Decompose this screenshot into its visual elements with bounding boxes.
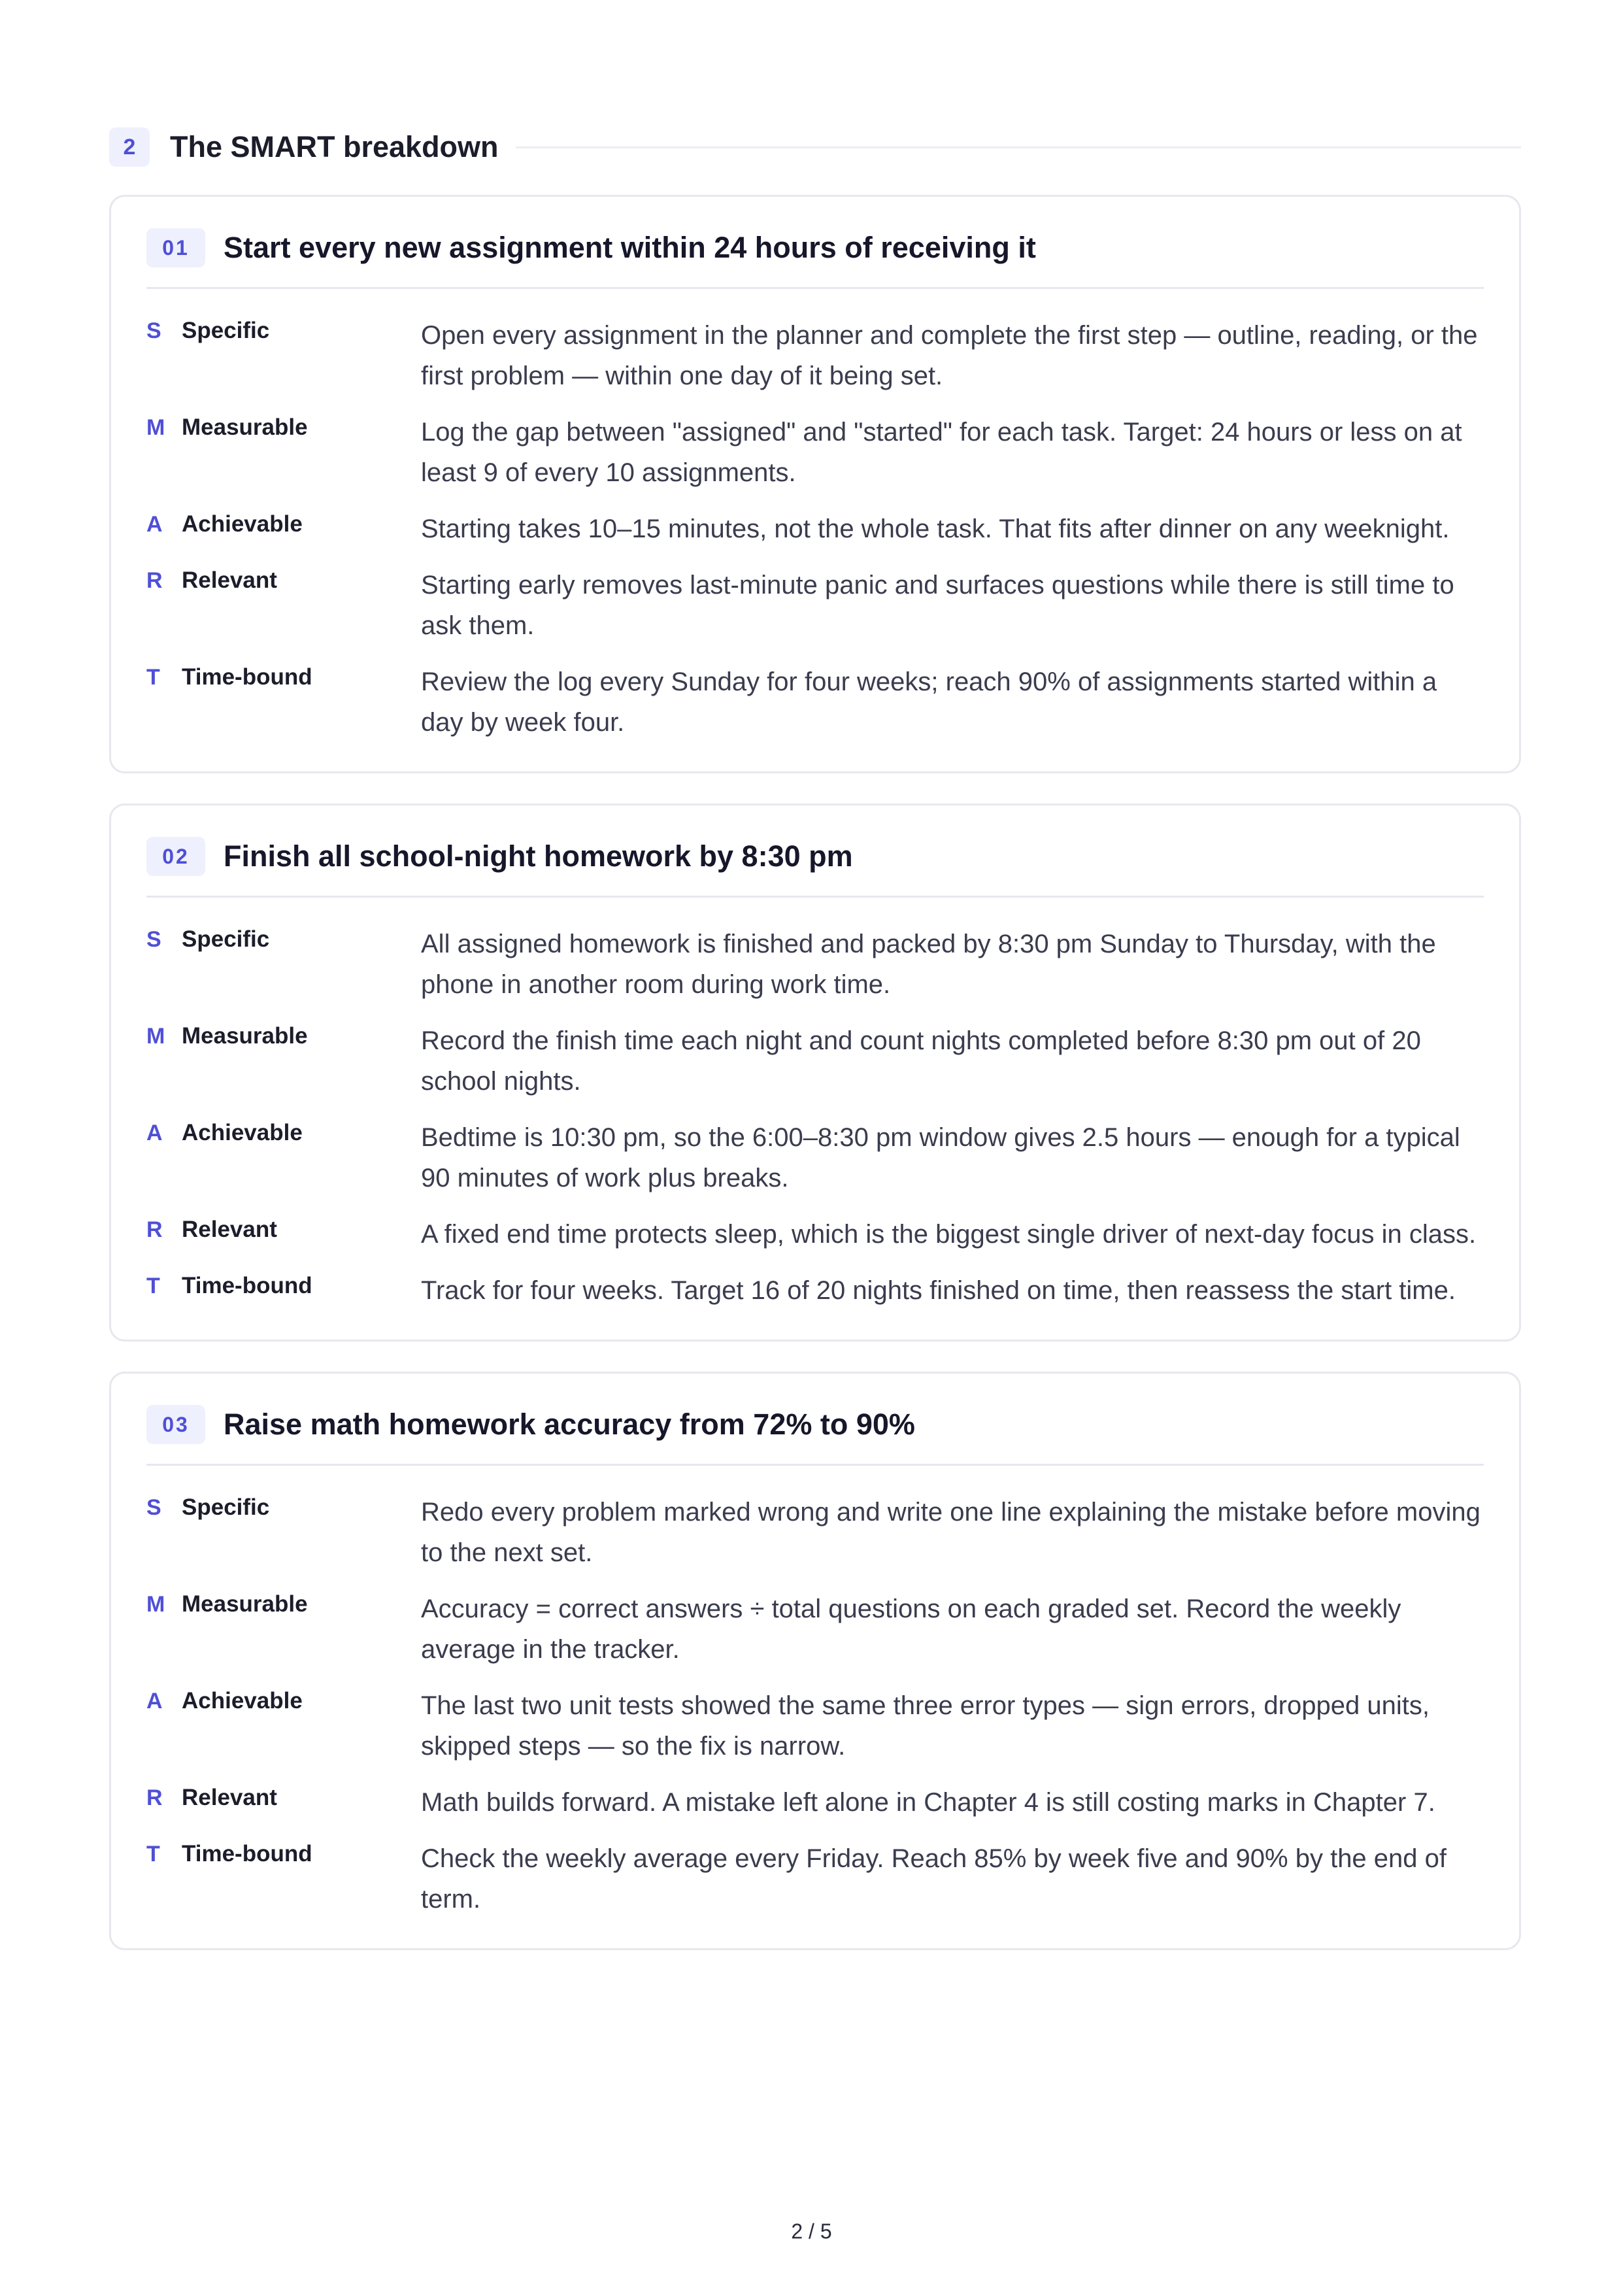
smart-row-relevant [146, 1781, 1484, 1823]
smart-letter: M [146, 1024, 165, 1049]
smart-text: Record the finish time each night and count nights completed before 8:30 pm out of 20 school nights. [421, 1026, 1421, 1096]
smart-label: Achievable [182, 1688, 303, 1714]
goal-card [109, 803, 1521, 1342]
smart-row-measurable [146, 1019, 1484, 1102]
smart-label: Relevant [182, 1785, 277, 1810]
smart-text: All assigned homework is finished and packed by 8:30 pm Sunday to Thursday, with the phone in another room during work time. [421, 930, 1436, 999]
smart-text: The last two unit tests showed the same three error types — sign errors, dropped units, skipped steps — so the fix is narrow. [421, 1691, 1430, 1761]
goal-header [146, 228, 1484, 289]
smart-letter: S [146, 1495, 161, 1520]
smart-row-specific [146, 922, 1484, 1005]
smart-letter: S [146, 318, 161, 343]
smart-row-measurable [146, 411, 1484, 493]
goal-header [146, 837, 1484, 898]
goal-card [109, 195, 1521, 773]
smart-label: Specific [182, 1494, 270, 1520]
smart-label: Specific [182, 926, 270, 952]
smart-row-specific [146, 1491, 1484, 1573]
smart-letter: S [146, 927, 161, 952]
smart-row-achievable [146, 1684, 1484, 1766]
goal-number-badge: 01 [146, 228, 205, 267]
smart-text: Open every assignment in the planner and complete the first step — outline, reading, or the first problem — within one day of it being set. [421, 321, 1478, 390]
smart-letter: A [146, 1689, 163, 1714]
smart-row-time-bound [146, 660, 1484, 743]
smart-letter: M [146, 415, 165, 440]
smart-row-time-bound [146, 1269, 1484, 1311]
smart-letter: M [146, 1592, 165, 1617]
smart-label: Measurable [182, 1023, 308, 1049]
page-content [109, 124, 1521, 1980]
smart-row-achievable [146, 507, 1484, 549]
section-divider [516, 146, 1521, 148]
smart-row-measurable [146, 1587, 1484, 1670]
goal-header [146, 1405, 1484, 1466]
smart-row-achievable [146, 1116, 1484, 1198]
smart-text: Accuracy = correct answers ÷ total questions on each graded set. Record the weekly average in the tracker. [421, 1595, 1401, 1664]
smart-label: Relevant [182, 1217, 277, 1242]
goal-title: Finish all school-night homework by 8:30 pm [224, 839, 853, 873]
smart-letter: T [146, 1842, 160, 1866]
smart-label: Time-bound [182, 664, 312, 690]
smart-label: Achievable [182, 511, 303, 537]
smart-label: Measurable [182, 1591, 308, 1617]
smart-text: Starting early removes last-minute panic and surfaces questions while there is still time to ask them. [421, 571, 1454, 640]
smart-text: Starting takes 10–15 minutes, not the whole task. That fits after dinner on any weeknight. [421, 515, 1450, 543]
section-number-badge: 2 [109, 127, 150, 167]
smart-text: Math builds forward. A mistake left alone in Chapter 4 is still costing marks in Chapter 7. [421, 1788, 1435, 1817]
smart-letter: A [146, 1121, 163, 1145]
smart-letter: R [146, 1217, 163, 1242]
smart-row-relevant [146, 1213, 1484, 1255]
smart-label: Specific [182, 318, 270, 343]
goal-number-badge: 03 [146, 1405, 205, 1444]
smart-label: Achievable [182, 1120, 303, 1145]
smart-letter: R [146, 568, 163, 593]
smart-label: Relevant [182, 567, 277, 593]
smart-text: Track for four weeks. Target 16 of 20 nights finished on time, then reassess the start time. [421, 1276, 1456, 1305]
smart-text: Review the log every Sunday for four weeks; reach 90% of assignments started within a day by week four. [421, 667, 1437, 737]
section-header [109, 124, 1521, 170]
smart-letter: R [146, 1785, 163, 1810]
section-title: The SMART breakdown [170, 130, 499, 163]
smart-label: Time-bound [182, 1273, 312, 1298]
smart-row-time-bound [146, 1837, 1484, 1919]
smart-label: Time-bound [182, 1841, 312, 1866]
smart-text: Bedtime is 10:30 pm, so the 6:00–8:30 pm window gives 2.5 hours — enough for a typical 90 minutes of work plus breaks. [421, 1123, 1460, 1192]
smart-row-relevant [146, 564, 1484, 646]
smart-row-specific [146, 314, 1484, 396]
smart-label: Measurable [182, 414, 308, 440]
smart-text: Redo every problem marked wrong and write one line explaining the mistake before moving to the next set. [421, 1498, 1481, 1567]
smart-text: Log the gap between "assigned" and "started" for each task. Target: 24 hours or less on at least 9 of every 10 assignments. [421, 418, 1462, 487]
smart-letter: T [146, 1274, 160, 1298]
smart-letter: T [146, 665, 160, 690]
goal-title: Start every new assignment within 24 hours of receiving it [224, 231, 1036, 264]
goal-title: Raise math homework accuracy from 72% to 90% [224, 1408, 915, 1441]
goal-number-badge: 02 [146, 837, 205, 876]
page-indicator: 2 / 5 [791, 2220, 832, 2243]
smart-text: A fixed end time protects sleep, which is the biggest single driver of next-day focus in class. [421, 1220, 1477, 1249]
goal-card [109, 1372, 1521, 1950]
smart-text: Check the weekly average every Friday. Reach 85% by week five and 90% by the end of term. [421, 1844, 1447, 1914]
smart-letter: A [146, 512, 163, 537]
